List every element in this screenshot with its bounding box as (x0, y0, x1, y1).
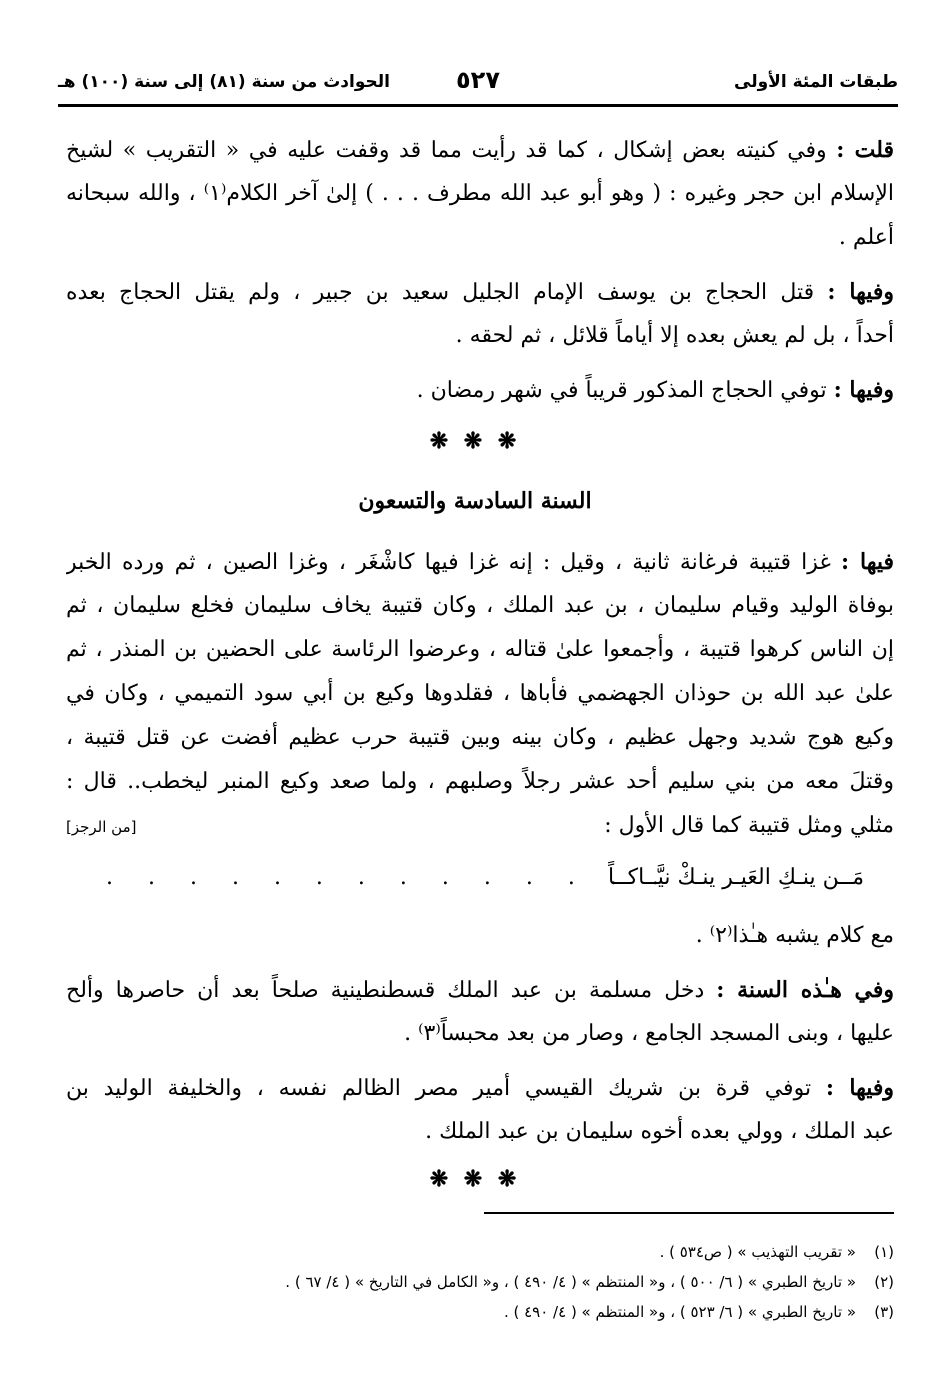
text-line: وفيها : توفي الحجاج المذكور قريباً في شهر رمضان . (416, 377, 894, 403)
book-title: طبقات المئة الأولى (734, 72, 898, 92)
section-title: الحوادث من سنة (٨١) إلى سنة (١٠٠) هـ (58, 72, 390, 92)
text-line: بوفاة الوليد وقيام سليمان ، بن عبد الملك ، وكان قتيبة يخاف سليمان فخلع سليمان ، ثم (66, 593, 894, 618)
text-line: فيها : غزا قتيبة فرغانة ثانية ، وقيل : إنه غزا فيها كاشْغَر ، وغزا الصين ، ثم ورده الخبر (66, 549, 894, 575)
verse-first-hemistich: مَــن ينـكِ العَيـر ينـكْ نيَّــاكــاً (608, 865, 864, 890)
verse-meter: [من الرجز] (66, 818, 137, 836)
text-line: وفيها : قتل الحجاج بن يوسف الإمام الجليل سعيد بن جبير ، ولم يقتل الحجاج بعده (66, 279, 894, 305)
footnote: (١)« تقريب التهذيب » ( ص٥٣٤ ) . (659, 1243, 894, 1261)
footnote-rule (484, 1212, 894, 1214)
text-line: عبد الملك ، وولي بعده أخوه سليمان بن عبد الملك . (425, 1119, 894, 1144)
section-separator: ❋ ❋ ❋ (429, 1166, 521, 1192)
text-line: أعلم . (838, 225, 894, 250)
text-line: مع كلام يشبه هـٰذا⁽٢⁾ . (695, 923, 894, 948)
text-line: أحداً ، بل لم يعش بعده إلا أياماً قلائل ، ثم لحقه . (455, 323, 894, 348)
page-number: ٥٢٧ (456, 66, 500, 94)
text-line: قلت : وفي كنيته بعض إشكال ، كما قد رأيت مما قد وقفت عليه في « التقريب » لشيخ (66, 137, 894, 163)
poetry-verse (66, 858, 894, 898)
text-line: الإسلام ابن حجر وغيره : ( وهو أبو عبد الله مطرف . . . ) إلىٰ آخر الكلام⁽١⁾ ، والله سبحانه (66, 181, 894, 206)
text-line: وكيع هوج شديد وجهل عظيم ، وكان بينه وبين قتيبة حرب عظيم أفضت عن قتل قتيبة ، (66, 725, 894, 750)
text-line: وفيها : توفي قرة بن شريك القيسي أمير مصر الظالم نفسه ، والخليفة الوليد بن (66, 1075, 894, 1101)
text-line: إن الناس كرهوا قتيبة ، وأجمعوا علىٰ قتاله ، وعرضوا الرئاسة على الحضين بن المنذر ، ثم (66, 637, 894, 662)
text-line: عليها ، وبنى المسجد الجامع ، وصار من بعد محبساً⁽٣⁾ . (404, 1021, 894, 1046)
text-line: علىٰ عبد الله بن حوذان الجهضمي فأباها ، فقلدوها وكيع بن أبي سود التميمي ، وكان في (66, 681, 894, 706)
running-header (58, 66, 898, 102)
text-line: مثلي ومثل قتيبة كما قال الأول : (604, 813, 894, 838)
text-line: وقتلَ معه من بني سليم أحد عشر رجلاً وصلبهم ، ولما صعد وكيع المنبر ليخطب.. قال : (66, 769, 894, 794)
section-heading: السنة السادسة والتسعون (358, 488, 592, 514)
header-rule (58, 104, 898, 107)
footnote: (٢)« تاريخ الطبري » ( ٦/ ٥٠٠ ) ، و« المنتظم » ( ٤/ ٤٩٠ ) ، و« الكامل في التاريخ » ( ٤/ ٦٧ ) . (285, 1273, 894, 1291)
footnote: (٣)« تاريخ الطبري » ( ٦/ ٥٢٣ ) ، و« المنتظم » ( ٤/ ٤٩٠ ) . (503, 1303, 894, 1321)
verse-second-hemistich: . . . . . . . . . . . . . . (106, 865, 673, 890)
text-line: وفي هـٰذه السنة : دخل مسلمة بن عبد الملك قسطنطينية صلحاً بعد أن حاصرها وألح (66, 977, 894, 1003)
section-separator: ❋ ❋ ❋ (429, 428, 521, 454)
